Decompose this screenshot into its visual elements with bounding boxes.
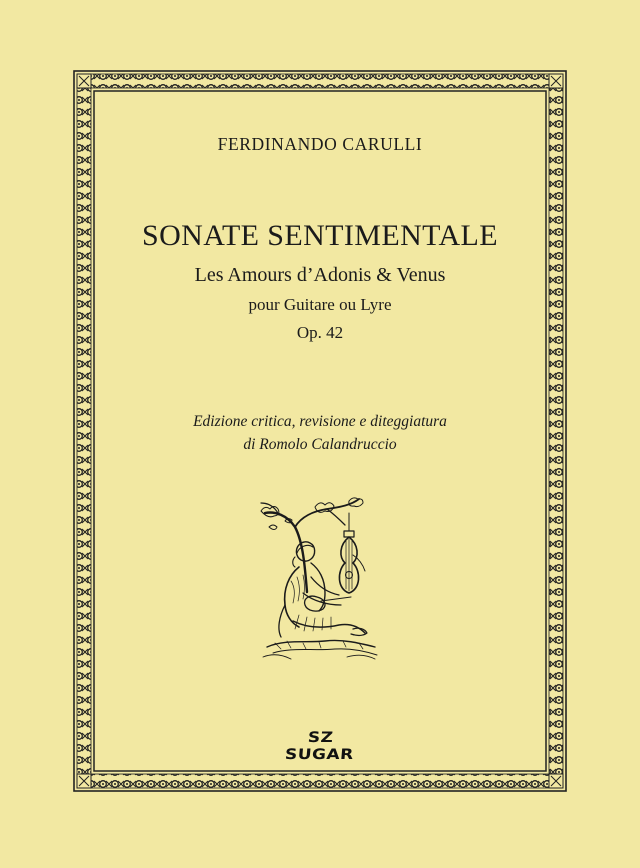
opus-number: Op. 42 [296,323,344,342]
ornamental-border [73,70,567,792]
edition-credit-line-2: di Romolo Calandruccio [243,436,397,453]
work-subtitle: Les Amours d’Adonis & Venus [194,264,446,286]
guitarist-engraving [255,497,385,662]
edition-credit-line-1: Edizione critica, revisione e diteggiatura [193,413,447,430]
publisher-logo: SZ SUGAR [284,729,355,763]
instrumentation: pour Guitare ou Lyre [248,295,392,314]
composer-name: FERDINANDO CARULLI [217,134,423,154]
work-title: SONATE SENTIMENTALE [142,219,498,252]
